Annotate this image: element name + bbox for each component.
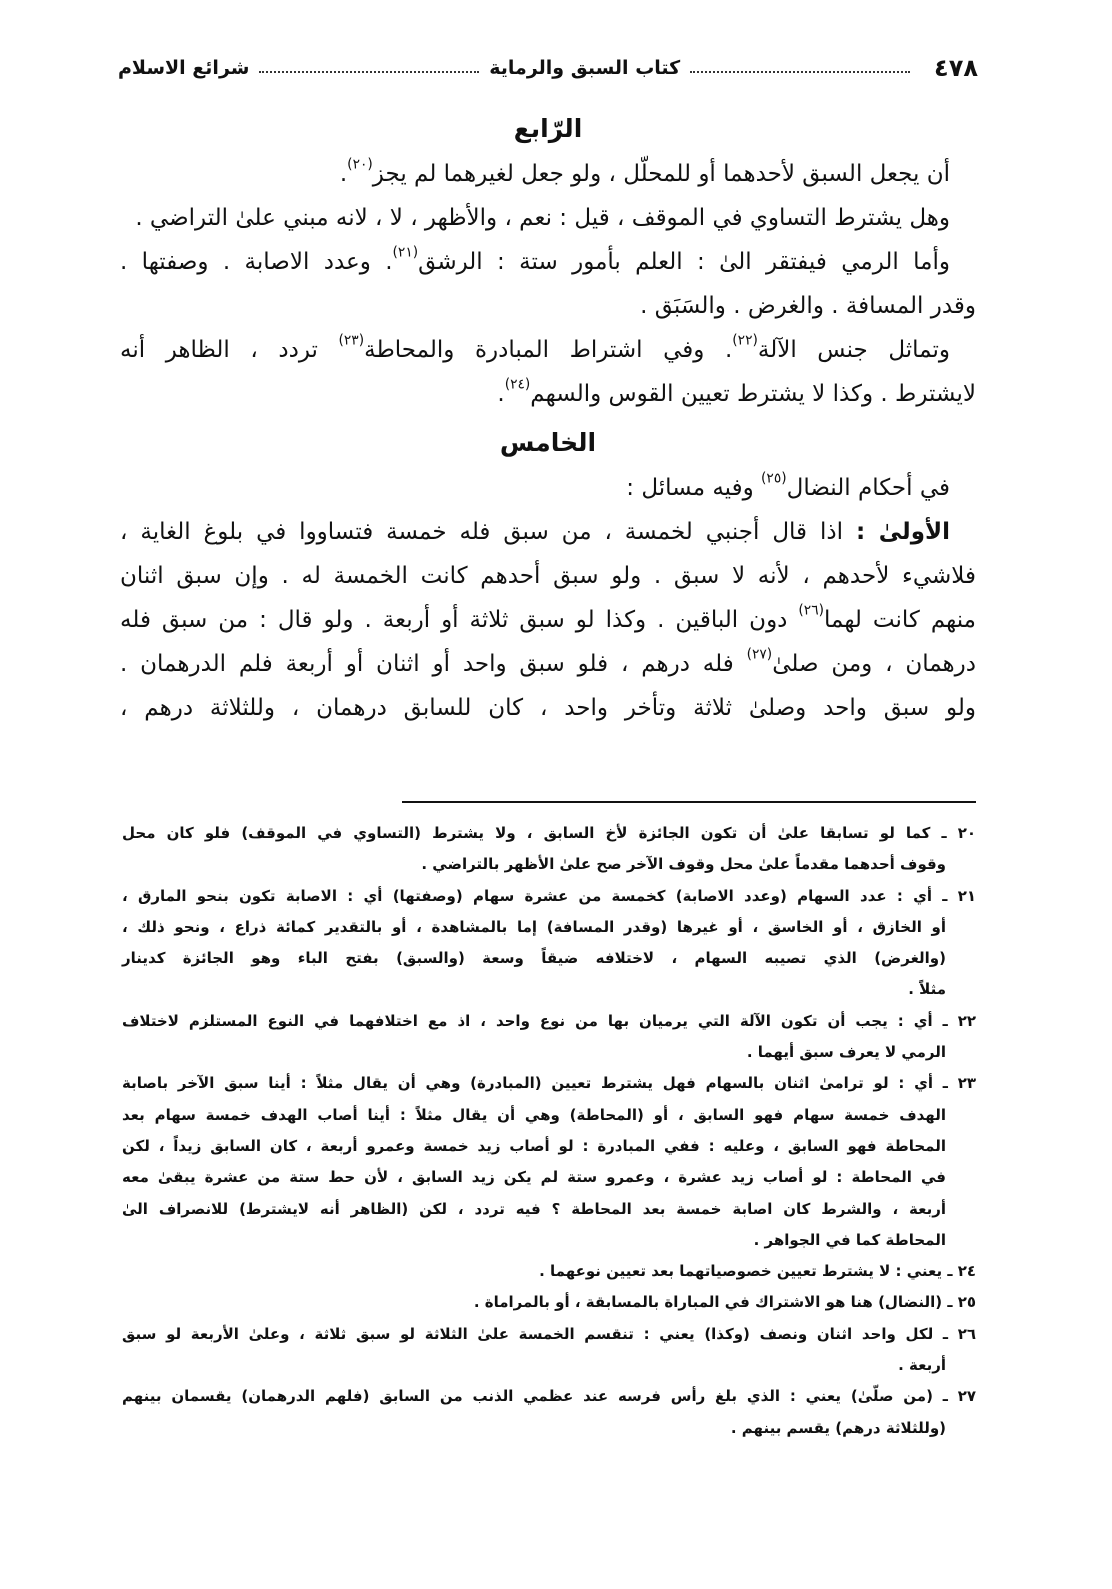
text-run: كخمسة من عشرة سهام [462,886,676,905]
text-run: منهم كانت لهما [824,607,976,633]
header-leader-dots [690,71,910,73]
text-run: دون الباقين . وكذا لو سبق ثلاثة أو أربعة . ولو قال : من سبق فله [120,607,799,633]
section-heading-fifth: الخامس [499,428,597,457]
text-run: ٢٤ ـ يعني : لا يشترط تعيين خصوصياتهما بعد تعيين نوعهما . [539,1262,976,1281]
text-run: أربعة . [898,1356,946,1375]
text-run: ٢٢ ـ أي : يجب أن تكون الآلة التي يرميان بها من نوع واحد ، اذ مع اختلافهما في النوع المستلزم لاختلاف [122,1011,976,1030]
text-run: . وفي اشتراط المبادرة والمحاطة [364,337,733,363]
text-line [122,1037,976,1068]
text-line [122,1162,976,1193]
text-line [122,1194,976,1225]
book-title: شرائع الاسلام [118,57,250,79]
paragraph [120,510,976,730]
footnote [122,881,976,1006]
text-run: المحاطة كما في الجواهر . [753,1230,946,1249]
text-line [122,881,976,912]
text-run: أربعة ، والشرط كان اصابة خمسة بعد المحاطة ؟ فيه تردد ، لكن [408,1199,946,1218]
footnote [122,1256,976,1287]
text-run: المحاطة فهو السابق ، وعليه : ففي المبادرة : لو أصاب زيد خمسة وعمرو أربعة ، كان السابق زيداً ، لكن [122,1136,946,1155]
text-run: الذي تصيبه السهام ، لاختلافه ضيقاً وسعة [464,949,875,968]
footnote-marker: (٢٢) [732,332,758,349]
text-run: ٢١ ـ أي : عدد السهام [786,886,976,905]
text-line [120,284,976,328]
text-line [122,1100,976,1131]
text-run: ٢٠ ـ كما لو تسابقا علىٰ أن تكون الجائزة لأخ السابق ، ولا يشترط [421,824,976,842]
footnote [122,1006,976,1069]
paragraph [120,196,976,240]
text-line [120,240,976,284]
bold-term: (وكذا) [704,1324,750,1343]
footnote [122,1319,976,1382]
paragraph [120,152,976,196]
text-line [122,849,976,880]
bold-term: (وصفتها) [392,886,463,905]
text-run: فلو كان محل [122,824,242,842]
text-line [120,554,976,598]
text-line [122,1006,976,1037]
footnote-marker: (٢٧) [746,646,773,663]
header-leader-dots [259,71,479,73]
running-header [118,50,978,86]
text-line [122,1319,976,1350]
bold-term: (فلهم الدرهمان) [241,1387,370,1406]
text-run: وقوف أحدهما مقدماً علىٰ محل وقوف الآخر صح علىٰ الأظهر بالتراضي . [421,855,946,874]
text-run: وهل يشترط التساوي في الموقف ، قيل : نعم ، والأظهر ، لا ، لانه مبني علىٰ التراضي . [135,205,950,231]
text-line [120,466,976,510]
text-run: وأما الرمي فيفتقر الىٰ : العلم بأمور ستة : الرشق [418,249,950,275]
text-run: الهدف خمسة سهام فهو السابق ، أو [643,1105,946,1124]
text-run: لايشترط . وكذا لا يشترط تعيين القوس والسهم [530,381,976,407]
text-line [122,1381,976,1412]
text-run: . وعدد الاصابة . وصفتها . [120,249,393,275]
section-fourth-body [120,152,976,416]
section-fifth-body [120,466,976,730]
main-text [120,106,976,730]
text-run: للانصراف الىٰ [122,1199,240,1218]
paragraph [120,328,976,416]
text-line [122,1413,976,1444]
text-line [120,196,976,240]
paragraph [120,240,976,328]
bold-term: (والغرض) [874,949,946,968]
text-run: أو الخازق ، أو الخاسق ، أو غيرها [667,917,947,936]
footnote-marker: (٢٦) [798,602,825,619]
text-line [122,943,976,974]
page-number: ٤٧٨ [934,54,978,82]
bold-term: (المبادرة) [470,1074,542,1093]
text-run: ٢٦ ـ لكل واحد اثنان ونصف [749,1324,976,1343]
text-line [122,912,976,943]
text-line [122,1225,976,1256]
text-run: أي : الاصابة تكون بنحو المارق ، [122,886,393,905]
footnote-marker: (٢٣) [338,332,365,349]
bold-term: (وللثلاثة درهم) [835,1418,946,1437]
chapter-title: كتاب السبق والرماية [489,57,681,79]
text-run: وهي أن يقال مثلاً : أينا أصاب الهدف خمسة سهام بعد [122,1105,570,1124]
text-run: تردد ، الظاهر أنه [120,337,339,363]
bold-term: (التساوي في الموقف) [241,824,422,842]
text-line [122,1350,976,1381]
text-line [120,686,976,730]
footnote [122,1287,976,1318]
text-line [120,598,976,642]
text-line [120,372,976,416]
bold-term: (المحاطة) [569,1105,644,1124]
text-run: وهي أن يقال مثلاً : أينا سبق الآخر باصابة [122,1074,471,1093]
text-run: ٢٥ ـ [942,1293,976,1312]
bold-term: (الظاهر أنه لايشترط) [239,1199,409,1218]
text-line [122,1068,976,1099]
text-run: ٢٧ ـ [932,1387,977,1406]
text-line [122,974,976,1005]
text-run: وتماثل جنس الآلة [757,337,950,363]
text-run: . [339,161,348,187]
text-line [122,1131,976,1162]
text-line [120,328,976,372]
text-run: في المحاطة : لو أصاب زيد عشرة ، وعمرو ستة لم يكن زيد السابق ، لأن حط ستة من عشرة يبقىٰ معه [122,1168,946,1187]
section-heading-fourth: الرّابع [513,114,583,143]
bold-term: (النضال) [878,1293,943,1312]
text-run: إما بالمشاهدة ، أو بالتقدير كمائة ذراع ، ونحو ذلك ، [122,917,547,936]
bold-term: (والسبق) [396,949,465,968]
text-run: يقسمان بينهم [122,1387,242,1406]
text-run: اذا قال أجنبي لخمسة ، من سبق فله خمسة فتساووا في بلوغ الغاية ، [120,519,856,545]
text-run: فله درهم ، فلو سبق واحد أو اثنان أو أربعة فلم الدرهمان . [120,651,747,677]
footnote-marker: (٢٤) [504,376,531,393]
footnote [122,818,976,881]
text-line [122,1287,976,1318]
footnote-marker: (٢٠) [347,156,373,173]
text-run: يعني : تنقسم الخمسة علىٰ الثلاثة لو سبق ثلاثة ، وعلىٰ الأربعة لو سبق [122,1324,705,1343]
footnote-marker: (٢٥) [761,470,787,487]
footnote-separator [402,801,976,803]
footnote [122,1381,976,1444]
bold-term: (وقدر المسافة) [546,917,668,936]
text-run: ٢٣ ـ أي : لو ترامىٰ اثنان بالسهام فهل يشترط تعيين [541,1074,976,1093]
text-run: درهمان ، ومن صلىٰ [772,651,976,677]
text-run: يقسم بينهم . [730,1418,836,1437]
text-run: في أحكام النضال [786,475,950,501]
text-line [120,510,976,554]
text-run: هنا هو الاشتراك في المباراة بالمسابقة ، أو بالمراماة . [473,1293,879,1312]
text-run: يعني : الذي بلغ رأس فرسه عند عظمي الذنب من السابق [369,1387,851,1406]
text-run: ولو سبق واحد وصلىٰ ثلاثة وتأخر واحد ، كان للسابق درهمان ، وللثلاثة درهم ، [120,695,976,721]
bold-term: (وعدد الاصابة) [675,886,787,905]
paragraph [120,466,976,510]
bold-term: الأولىٰ : [855,519,950,545]
text-run: الرمي لا يعرف سبق أيهما . [746,1043,946,1062]
text-run: وقدر المسافة . والغرض . والسَبَق . [640,293,976,319]
text-line [120,642,976,686]
text-run: مثلاً . [908,980,946,999]
text-run: . [497,381,505,407]
text-run: بفتح الباء وهو الجائزة كدينار [122,949,397,968]
text-line [122,1256,976,1287]
text-run: وفيه مسائل : [626,475,762,501]
bold-term: (من صلّىٰ) [850,1387,933,1406]
footnote-marker: (٢١) [392,244,419,261]
text-run: فلاشيء لأحدهم ، لأنه لا سبق . ولو سبق أحدهم كانت الخمسة له . وإن سبق اثنان [120,563,976,589]
text-line [122,818,976,849]
text-run: أن يجعل السبق لأحدهما أو للمحلّل ، ولو جعل لغيرهما لم يجز [372,161,950,187]
footnotes [122,818,976,1444]
footnote [122,1068,976,1256]
text-line [120,152,976,196]
